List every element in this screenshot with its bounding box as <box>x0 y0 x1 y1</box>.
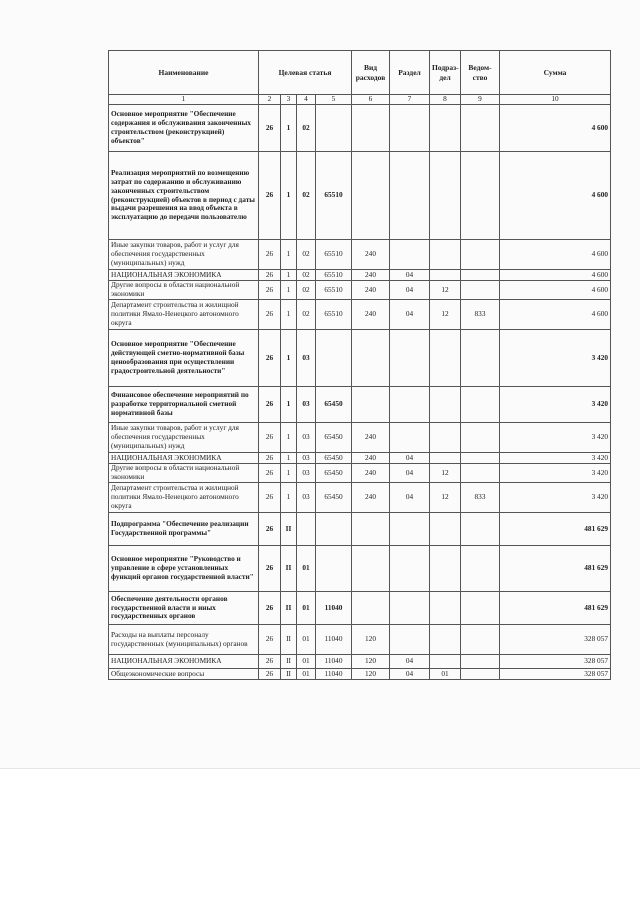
row-direction-code: 65510 <box>316 270 352 281</box>
header-row <box>109 51 611 95</box>
row-vid: 240 <box>352 270 390 281</box>
row-activity-code: 02 <box>297 105 316 152</box>
row-program-code: 26 <box>259 270 281 281</box>
row-direction-code: 65450 <box>316 453 352 464</box>
row-activity-code: 03 <box>297 453 316 464</box>
row-program-code: 26 <box>259 281 281 300</box>
row-direction-code: 65510 <box>316 240 352 270</box>
row-name: Обеспечение деятельности органов государственной власти и иных государственных органов <box>109 592 259 625</box>
row-program-code: 26 <box>259 300 281 330</box>
row-program-code: 26 <box>259 387 281 423</box>
row-activity-code: 03 <box>297 483 316 513</box>
row-podrazdel: 12 <box>430 281 461 300</box>
row-podrazdel <box>430 546 461 592</box>
row-subprogram-code: 1 <box>281 453 297 464</box>
row-vid <box>352 152 390 240</box>
row-name: Другие вопросы в области национальной экономики <box>109 464 259 483</box>
row-sum: 481 629 <box>500 513 611 546</box>
row-direction-code <box>316 330 352 387</box>
row-subprogram-code: II <box>281 625 297 655</box>
row-podrazdel <box>430 152 461 240</box>
row-vid: 240 <box>352 453 390 464</box>
row-razdel <box>390 240 430 270</box>
table-row <box>109 387 611 423</box>
row-podrazdel <box>430 105 461 152</box>
row-subprogram-code: 1 <box>281 483 297 513</box>
row-razdel <box>390 105 430 152</box>
row-program-code: 26 <box>259 625 281 655</box>
row-vedomstvo <box>461 152 500 240</box>
row-subprogram-code: II <box>281 669 297 680</box>
row-vedomstvo <box>461 513 500 546</box>
row-program-code: 26 <box>259 453 281 464</box>
table-row <box>109 105 611 152</box>
row-razdel <box>390 423 430 453</box>
row-activity-code: 01 <box>297 625 316 655</box>
table-row <box>109 483 611 513</box>
row-direction-code <box>316 513 352 546</box>
row-vid: 240 <box>352 464 390 483</box>
row-direction-code: 65450 <box>316 483 352 513</box>
row-activity-code: 01 <box>297 592 316 625</box>
row-activity-code: 03 <box>297 330 316 387</box>
row-razdel <box>390 592 430 625</box>
row-sum: 4 600 <box>500 152 611 240</box>
row-name: Реализация мероприятий по возмещению затрат по содержанию и обслуживанию законченных строительством (реконструкцией) объектов в период с даты выдачи разрешения на ввод объекта в эксплуатацию до передачи пользователю <box>109 152 259 240</box>
col-number: 2 <box>259 95 281 105</box>
row-subprogram-code: II <box>281 592 297 625</box>
row-razdel: 04 <box>390 669 430 680</box>
row-sum: 4 600 <box>500 300 611 330</box>
row-sum: 4 600 <box>500 281 611 300</box>
col-number: 8 <box>430 95 461 105</box>
row-program-code: 26 <box>259 464 281 483</box>
row-vedomstvo <box>461 423 500 453</box>
row-vid: 120 <box>352 669 390 680</box>
row-podrazdel <box>430 240 461 270</box>
row-activity-code <box>297 513 316 546</box>
row-subprogram-code: 1 <box>281 330 297 387</box>
row-sum: 4 600 <box>500 105 611 152</box>
row-vedomstvo <box>461 281 500 300</box>
row-vid: 120 <box>352 625 390 655</box>
row-activity-code: 03 <box>297 387 316 423</box>
row-vedomstvo <box>461 592 500 625</box>
table-row <box>109 625 611 655</box>
header-podrazdel: Подраз-дел <box>430 51 461 95</box>
row-direction-code: 65450 <box>316 387 352 423</box>
header-razdel: Раздел <box>390 51 430 95</box>
table-row <box>109 513 611 546</box>
row-vedomstvo <box>461 669 500 680</box>
row-activity-code: 03 <box>297 423 316 453</box>
header-summa: Сумма <box>500 51 611 95</box>
row-name: Департамент строительства и жилищной политики Ямало-Ненецкого автономного округа <box>109 300 259 330</box>
row-program-code: 26 <box>259 240 281 270</box>
table-row <box>109 330 611 387</box>
header-vedomstvo: Ведом-ство <box>461 51 500 95</box>
row-name: Основное мероприятие "Руководство и управление в сфере установленных функций органов государственной власти" <box>109 546 259 592</box>
header-target: Целевая статья <box>259 51 352 95</box>
row-razdel: 04 <box>390 453 430 464</box>
row-podrazdel: 12 <box>430 464 461 483</box>
row-razdel: 04 <box>390 270 430 281</box>
row-direction-code: 11040 <box>316 669 352 680</box>
table-row <box>109 240 611 270</box>
row-subprogram-code: 1 <box>281 270 297 281</box>
row-vedomstvo <box>461 655 500 669</box>
col-number: 6 <box>352 95 390 105</box>
row-activity-code: 02 <box>297 152 316 240</box>
row-subprogram-code: 1 <box>281 423 297 453</box>
table-row <box>109 152 611 240</box>
row-vid <box>352 387 390 423</box>
row-activity-code: 01 <box>297 546 316 592</box>
row-vid <box>352 592 390 625</box>
row-subprogram-code: II <box>281 546 297 592</box>
row-vedomstvo <box>461 464 500 483</box>
row-vid: 120 <box>352 655 390 669</box>
row-sum: 3 420 <box>500 464 611 483</box>
row-vid: 240 <box>352 423 390 453</box>
row-name: Основное мероприятие "Обеспечение содержания и обслуживания законченных строительством (реконструкцией) объектов" <box>109 105 259 152</box>
row-subprogram-code: II <box>281 655 297 669</box>
row-podrazdel: 01 <box>430 669 461 680</box>
table-row <box>109 423 611 453</box>
row-vedomstvo <box>461 330 500 387</box>
row-podrazdel <box>430 453 461 464</box>
row-name: Департамент строительства и жилищной политики Ямало-Ненецкого автономного округа <box>109 483 259 513</box>
row-program-code: 26 <box>259 105 281 152</box>
row-program-code: 26 <box>259 655 281 669</box>
row-direction-code: 11040 <box>316 625 352 655</box>
row-subprogram-code: 1 <box>281 105 297 152</box>
row-program-code: 26 <box>259 513 281 546</box>
row-program-code: 26 <box>259 546 281 592</box>
row-sum: 328 057 <box>500 655 611 669</box>
row-activity-code: 01 <box>297 655 316 669</box>
row-razdel: 04 <box>390 483 430 513</box>
table-row <box>109 546 611 592</box>
row-program-code: 26 <box>259 330 281 387</box>
row-podrazdel <box>430 423 461 453</box>
row-vid <box>352 513 390 546</box>
row-subprogram-code: 1 <box>281 240 297 270</box>
row-razdel <box>390 546 430 592</box>
row-name: НАЦИОНАЛЬНАЯ ЭКОНОМИКА <box>109 270 259 281</box>
row-vid: 240 <box>352 281 390 300</box>
row-vedomstvo <box>461 453 500 464</box>
row-podrazdel <box>430 330 461 387</box>
row-program-code: 26 <box>259 423 281 453</box>
row-name: Иные закупки товаров, работ и услуг для обеспечения государственных (муниципальных) нужд <box>109 240 259 270</box>
row-name: Основное мероприятие "Обеспечение действующей сметно-нормативной базы ценообразования при осуществлении градостроительной деятельности" <box>109 330 259 387</box>
row-program-code: 26 <box>259 592 281 625</box>
col-number: 9 <box>461 95 500 105</box>
row-sum: 481 629 <box>500 546 611 592</box>
budget-table <box>108 50 611 680</box>
header-name: Наименование <box>109 51 259 95</box>
row-razdel <box>390 625 430 655</box>
row-razdel: 04 <box>390 281 430 300</box>
row-sum: 4 600 <box>500 240 611 270</box>
col-number: 1 <box>109 95 259 105</box>
row-sum: 481 629 <box>500 592 611 625</box>
table-row <box>109 270 611 281</box>
row-podrazdel <box>430 625 461 655</box>
row-program-code: 26 <box>259 152 281 240</box>
col-number: 3 <box>281 95 297 105</box>
row-direction-code: 65510 <box>316 152 352 240</box>
row-sum: 328 057 <box>500 669 611 680</box>
row-activity-code: 03 <box>297 464 316 483</box>
column-number-row <box>109 95 611 105</box>
row-vedomstvo <box>461 240 500 270</box>
row-program-code: 26 <box>259 483 281 513</box>
row-podrazdel <box>430 270 461 281</box>
row-vedomstvo <box>461 625 500 655</box>
row-direction-code: 65450 <box>316 423 352 453</box>
table-row <box>109 669 611 680</box>
row-podrazdel <box>430 655 461 669</box>
row-vid <box>352 105 390 152</box>
col-number: 7 <box>390 95 430 105</box>
row-podrazdel <box>430 513 461 546</box>
row-name: Расходы на выплаты персоналу государственных (муниципальных) органов <box>109 625 259 655</box>
row-direction-code: 65510 <box>316 300 352 330</box>
row-activity-code: 01 <box>297 669 316 680</box>
row-direction-code: 11040 <box>316 592 352 625</box>
col-number: 10 <box>500 95 611 105</box>
row-name: НАЦИОНАЛЬНАЯ ЭКОНОМИКА <box>109 655 259 669</box>
row-activity-code: 02 <box>297 270 316 281</box>
row-direction-code <box>316 105 352 152</box>
row-vid <box>352 546 390 592</box>
row-name: Финансовое обеспечение мероприятий по разработке территориальной сметной нормативной базы <box>109 387 259 423</box>
row-subprogram-code: 1 <box>281 281 297 300</box>
row-subprogram-code: 1 <box>281 387 297 423</box>
row-name: НАЦИОНАЛЬНАЯ ЭКОНОМИКА <box>109 453 259 464</box>
row-razdel: 04 <box>390 655 430 669</box>
row-vedomstvo: 833 <box>461 483 500 513</box>
row-sum: 3 420 <box>500 423 611 453</box>
row-razdel <box>390 387 430 423</box>
row-sum: 328 057 <box>500 625 611 655</box>
row-direction-code <box>316 546 352 592</box>
row-vedomstvo <box>461 270 500 281</box>
table-row <box>109 592 611 625</box>
row-sum: 3 420 <box>500 330 611 387</box>
row-subprogram-code: 1 <box>281 300 297 330</box>
row-name: Общеэкономические вопросы <box>109 669 259 680</box>
row-sum: 3 420 <box>500 483 611 513</box>
row-vid <box>352 330 390 387</box>
row-activity-code: 02 <box>297 281 316 300</box>
row-vid: 240 <box>352 483 390 513</box>
row-vedomstvo <box>461 387 500 423</box>
row-vid: 240 <box>352 240 390 270</box>
row-subprogram-code: II <box>281 513 297 546</box>
row-vid: 240 <box>352 300 390 330</box>
table-row <box>109 453 611 464</box>
header-vid: Вид расходов <box>352 51 390 95</box>
row-podrazdel <box>430 592 461 625</box>
row-sum: 4 600 <box>500 270 611 281</box>
row-program-code: 26 <box>259 669 281 680</box>
table-row <box>109 464 611 483</box>
row-razdel: 04 <box>390 464 430 483</box>
row-vedomstvo <box>461 546 500 592</box>
col-number: 4 <box>297 95 316 105</box>
row-vedomstvo: 833 <box>461 300 500 330</box>
row-podrazdel: 12 <box>430 483 461 513</box>
row-subprogram-code: 1 <box>281 464 297 483</box>
col-number: 5 <box>316 95 352 105</box>
row-razdel <box>390 152 430 240</box>
row-razdel <box>390 513 430 546</box>
table-row <box>109 655 611 669</box>
row-activity-code: 02 <box>297 300 316 330</box>
row-name: Другие вопросы в области национальной экономики <box>109 281 259 300</box>
row-razdel <box>390 330 430 387</box>
row-podrazdel <box>430 387 461 423</box>
row-direction-code: 65510 <box>316 281 352 300</box>
row-direction-code: 65450 <box>316 464 352 483</box>
row-name: Иные закупки товаров, работ и услуг для обеспечения государственных (муниципальных) нужд <box>109 423 259 453</box>
row-sum: 3 420 <box>500 387 611 423</box>
table-row <box>109 300 611 330</box>
row-podrazdel: 12 <box>430 300 461 330</box>
row-subprogram-code: 1 <box>281 152 297 240</box>
table-row <box>109 281 611 300</box>
row-name: Подпрограмма "Обеспечение реализации Государственной программы" <box>109 513 259 546</box>
row-direction-code: 11040 <box>316 655 352 669</box>
row-activity-code: 02 <box>297 240 316 270</box>
row-sum: 3 420 <box>500 453 611 464</box>
row-vedomstvo <box>461 105 500 152</box>
row-razdel: 04 <box>390 300 430 330</box>
